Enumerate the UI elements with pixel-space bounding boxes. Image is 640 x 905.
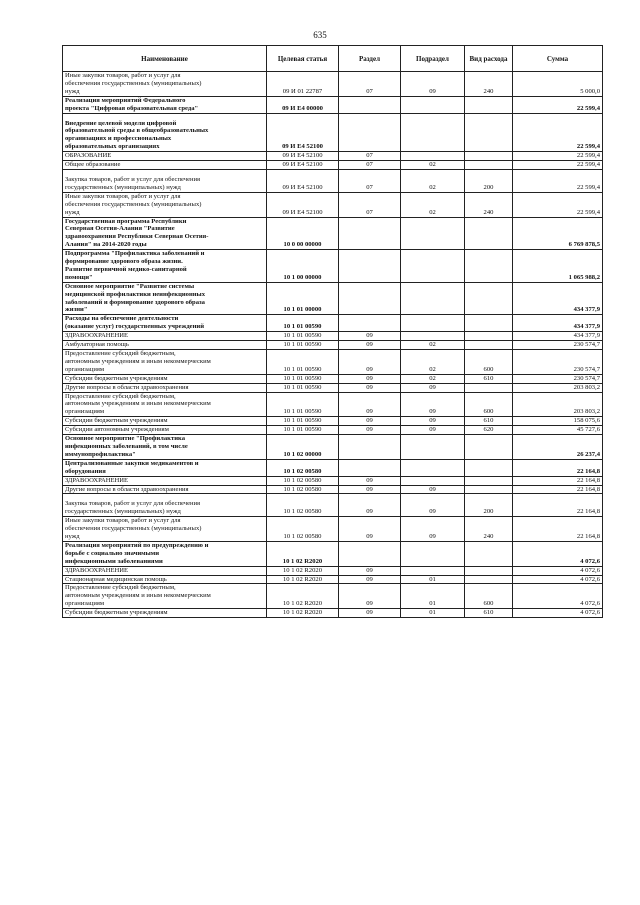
cell-name-line: ОБРАЗОВАНИЕ — [65, 152, 112, 160]
cell-section: 09 — [339, 485, 401, 494]
cell-section: 09 — [339, 392, 401, 417]
cell-name-line: государственных (муниципальных) нужд — [65, 508, 181, 516]
cell-expense-type — [465, 113, 513, 152]
cell-target: 10 1 02 R2020 — [267, 575, 339, 584]
header-subsection: Подраздел — [401, 46, 465, 72]
cell-name — [63, 459, 267, 476]
cell-target: 10 1 02 00580 — [267, 517, 339, 542]
cell-section: 07 — [339, 72, 401, 97]
cell-subsection — [401, 96, 465, 113]
cell-expense-type — [465, 575, 513, 584]
cell-target: 10 1 02 00580 — [267, 476, 339, 485]
table-row — [63, 113, 603, 152]
cell-subsection — [401, 113, 465, 152]
cell-expense-type: 620 — [465, 426, 513, 435]
cell-name — [63, 374, 267, 383]
cell-expense-type — [465, 383, 513, 392]
cell-section: 09 — [339, 350, 401, 375]
cell-target: 10 1 01 00590 — [267, 426, 339, 435]
cell-target: 10 1 00 00000 — [267, 250, 339, 283]
cell-name-line: ЗДРАВООХРАНЕНИЕ — [65, 332, 129, 340]
table-row — [63, 315, 603, 332]
cell-name — [63, 96, 267, 113]
cell-subsection: 09 — [401, 72, 465, 97]
cell-name — [63, 392, 267, 417]
cell-sum: 203 803,2 — [513, 383, 603, 392]
cell-name — [63, 575, 267, 584]
cell-subsection — [401, 435, 465, 460]
table-row — [63, 435, 603, 460]
cell-section: 09 — [339, 609, 401, 618]
table-row — [63, 476, 603, 485]
cell-name — [63, 383, 267, 392]
cell-name — [63, 517, 267, 542]
cell-expense-type — [465, 435, 513, 460]
cell-section: 09 — [339, 417, 401, 426]
cell-name — [63, 435, 267, 460]
cell-sum: 230 574,7 — [513, 350, 603, 375]
cell-sum: 4 072,6 — [513, 584, 603, 609]
cell-sum: 5 000,0 — [513, 72, 603, 97]
cell-name-line: Развитие первичной медико-санитарной — [65, 265, 187, 273]
cell-expense-type — [465, 485, 513, 494]
table-row — [63, 282, 603, 315]
cell-expense-type: 200 — [465, 169, 513, 192]
cell-name-line: инфекционными заболеваниями — [65, 557, 163, 565]
cell-subsection — [401, 250, 465, 283]
cell-name-line: организациям — [65, 600, 105, 608]
cell-name-line: проекта "Цифровая образовательная среда" — [65, 104, 199, 112]
cell-name-line: иммунопрофилактика" — [65, 450, 136, 458]
table-row — [63, 96, 603, 113]
cell-expense-type — [465, 315, 513, 332]
cell-section: 09 — [339, 341, 401, 350]
cell-target: 10 1 01 00590 — [267, 350, 339, 375]
cell-section: 07 — [339, 169, 401, 192]
table-row — [63, 494, 603, 517]
cell-expense-type — [465, 341, 513, 350]
cell-name-line: Иные закупки товаров, работ и услуг для — [65, 517, 181, 525]
cell-subsection — [401, 282, 465, 315]
cell-sum: 45 727,6 — [513, 426, 603, 435]
cell-subsection — [401, 152, 465, 161]
cell-sum: 22 164,8 — [513, 517, 603, 542]
cell-sum: 22 599,4 — [513, 96, 603, 113]
cell-target: 10 1 01 00000 — [267, 282, 339, 315]
table-row — [63, 566, 603, 575]
page-number: 635 — [313, 30, 327, 40]
cell-name-line: государственных (муниципальных) нужд — [65, 183, 181, 191]
cell-section: 09 — [339, 426, 401, 435]
cell-name-line: Северная Осетия-Алания "Развитие — [65, 225, 175, 233]
cell-name-line: Предоставление субсидий бюджетным, — [65, 584, 176, 592]
cell-name-line: заболеваний и формирование здорового образа — [65, 298, 205, 306]
cell-name-line: оборудования — [65, 467, 106, 475]
cell-target: 10 1 01 00590 — [267, 341, 339, 350]
cell-sum: 1 065 988,2 — [513, 250, 603, 283]
cell-subsection: 02 — [401, 341, 465, 350]
cell-subsection: 01 — [401, 575, 465, 584]
table-row — [63, 426, 603, 435]
cell-name — [63, 566, 267, 575]
cell-section: 09 — [339, 494, 401, 517]
cell-name-line: борьбе с социально значимыми — [65, 549, 160, 557]
table-row — [63, 332, 603, 341]
cell-name — [63, 609, 267, 618]
cell-subsection: 09 — [401, 494, 465, 517]
cell-target: 10 1 02 00000 — [267, 435, 339, 460]
cell-name-line: Иные закупки товаров, работ и услуг для — [65, 192, 181, 200]
cell-name — [63, 341, 267, 350]
cell-target: 10 1 02 R2020 — [267, 541, 339, 566]
cell-name — [63, 250, 267, 283]
cell-name-line: Основное мероприятие "Профилактика — [65, 435, 185, 443]
cell-name — [63, 426, 267, 435]
cell-section: 09 — [339, 566, 401, 575]
table-row — [63, 217, 603, 250]
cell-sum: 158 075,6 — [513, 417, 603, 426]
cell-name-line: ЗДРАВООХРАНЕНИЕ — [65, 476, 129, 484]
cell-name-line: обеспечения государственных (муниципальных) — [65, 525, 202, 533]
cell-sum: 22 164,8 — [513, 459, 603, 476]
cell-expense-type — [465, 332, 513, 341]
cell-sum: 22 599,4 — [513, 192, 603, 217]
cell-subsection: 01 — [401, 584, 465, 609]
cell-name-line: Реализация мероприятий Федерального — [65, 96, 186, 104]
header-name: Наименование — [63, 46, 267, 72]
cell-name-line: Основное мероприятие "Развитие системы — [65, 282, 195, 290]
cell-name-line: Другие вопросы в области здравоохранения — [65, 485, 189, 493]
cell-name-line: Внедрение целевой модели цифровой — [65, 119, 177, 127]
cell-section — [339, 217, 401, 250]
cell-section — [339, 459, 401, 476]
cell-name-line: автономным учреждениям и иным некоммерческим — [65, 592, 211, 600]
cell-section — [339, 96, 401, 113]
cell-target: 09 И 01 22787 — [267, 72, 339, 97]
cell-expense-type — [465, 161, 513, 170]
cell-name-line: нужд — [65, 533, 80, 541]
table-row — [63, 72, 603, 97]
cell-name-line: формирование здорового образа жизни. — [65, 258, 183, 266]
cell-section — [339, 541, 401, 566]
cell-name — [63, 192, 267, 217]
cell-target: 09 И E4 00000 — [267, 96, 339, 113]
header-section: Раздел — [339, 46, 401, 72]
header-expense-type: Вид расхода — [465, 46, 513, 72]
cell-expense-type: 600 — [465, 350, 513, 375]
cell-expense-type — [465, 459, 513, 476]
cell-name — [63, 217, 267, 250]
cell-expense-type — [465, 250, 513, 283]
cell-subsection: 02 — [401, 192, 465, 217]
cell-section: 07 — [339, 161, 401, 170]
table-row — [63, 152, 603, 161]
cell-expense-type: 610 — [465, 417, 513, 426]
cell-target: 10 1 01 00590 — [267, 315, 339, 332]
cell-expense-type: 600 — [465, 584, 513, 609]
cell-section: 09 — [339, 575, 401, 584]
cell-section — [339, 315, 401, 332]
cell-expense-type: 200 — [465, 494, 513, 517]
cell-subsection: 09 — [401, 383, 465, 392]
cell-sum: 26 237,4 — [513, 435, 603, 460]
cell-name-line: организациям — [65, 365, 105, 373]
cell-sum: 22 164,8 — [513, 485, 603, 494]
cell-name-line: образовательной среды в общеобразовательных — [65, 127, 209, 135]
cell-name-line: Закупка товаров, работ и услуг для обеспечения — [65, 175, 201, 183]
cell-name-line: Амбулаторная помощь — [65, 341, 129, 349]
cell-name-line: Стационарная медицинская помощь — [65, 575, 167, 583]
cell-subsection: 09 — [401, 417, 465, 426]
cell-sum: 4 072,6 — [513, 541, 603, 566]
cell-name-line: Государственная программа Республики — [65, 217, 187, 225]
cell-section: 09 — [339, 584, 401, 609]
cell-sum: 203 803,2 — [513, 392, 603, 417]
cell-name — [63, 584, 267, 609]
cell-name — [63, 315, 267, 332]
cell-subsection: 09 — [401, 426, 465, 435]
cell-sum: 22 164,8 — [513, 476, 603, 485]
cell-name-line: Расходы на обеспечение деятельности — [65, 315, 179, 323]
cell-name — [63, 485, 267, 494]
cell-name — [63, 282, 267, 315]
cell-name-line: ЗДРАВООХРАНЕНИЕ — [65, 566, 129, 574]
cell-sum: 22 599,4 — [513, 161, 603, 170]
cell-expense-type — [465, 476, 513, 485]
table-row — [63, 517, 603, 542]
cell-expense-type: 610 — [465, 609, 513, 618]
cell-name-line: автономным учреждениям и иным некоммерческим — [65, 357, 211, 365]
cell-sum: 434 377,9 — [513, 282, 603, 315]
cell-target: 10 1 02 R2020 — [267, 609, 339, 618]
cell-target: 09 И E4 52100 — [267, 113, 339, 152]
cell-name-line: нужд — [65, 208, 80, 216]
cell-name-line: инфекционных заболеваний, в том числе — [65, 442, 188, 450]
cell-name-line: Другие вопросы в области здравоохранения — [65, 383, 189, 391]
cell-sum: 22 599,4 — [513, 113, 603, 152]
cell-name-line: Закупка товаров, работ и услуг для обеспечения — [65, 500, 201, 508]
cell-subsection — [401, 459, 465, 476]
cell-name-line: Общее образование — [65, 161, 121, 169]
cell-name — [63, 350, 267, 375]
cell-name — [63, 476, 267, 485]
cell-sum: 230 574,7 — [513, 374, 603, 383]
cell-target: 10 0 00 00000 — [267, 217, 339, 250]
cell-sum: 230 574,7 — [513, 341, 603, 350]
cell-subsection: 02 — [401, 169, 465, 192]
cell-section: 09 — [339, 476, 401, 485]
cell-name-line: Предоставление субсидий бюджетным, — [65, 350, 176, 357]
cell-target: 09 И E4 52100 — [267, 161, 339, 170]
table-body — [63, 72, 603, 618]
header-target: Целевая статья — [267, 46, 339, 72]
cell-section: 09 — [339, 517, 401, 542]
cell-target: 10 1 02 00580 — [267, 485, 339, 494]
cell-target: 10 1 02 R2020 — [267, 566, 339, 575]
cell-name — [63, 541, 267, 566]
cell-expense-type — [465, 282, 513, 315]
cell-section: 09 — [339, 332, 401, 341]
cell-target: 09 И E4 52100 — [267, 152, 339, 161]
cell-target: 10 1 01 00590 — [267, 383, 339, 392]
cell-subsection — [401, 566, 465, 575]
cell-name-line: Субсидии автономным учреждениям — [65, 426, 169, 434]
cell-sum: 4 072,6 — [513, 566, 603, 575]
cell-section — [339, 250, 401, 283]
cell-name-line: Алания" на 2014-2020 годы — [65, 241, 147, 249]
cell-expense-type: 240 — [465, 192, 513, 217]
cell-expense-type: 610 — [465, 374, 513, 383]
cell-name — [63, 72, 267, 97]
cell-expense-type: 240 — [465, 517, 513, 542]
cell-subsection — [401, 217, 465, 250]
cell-target: 10 1 02 00580 — [267, 459, 339, 476]
cell-subsection: 09 — [401, 485, 465, 494]
table-row — [63, 250, 603, 283]
cell-name-line: Подпрограмма "Профилактика заболеваний и — [65, 250, 205, 258]
cell-expense-type: 240 — [465, 72, 513, 97]
cell-name-line: организациях и профессиональных — [65, 135, 172, 143]
cell-subsection — [401, 315, 465, 332]
table-row — [63, 192, 603, 217]
budget-table — [62, 45, 603, 618]
header-sum: Сумма — [513, 46, 603, 72]
cell-target: 10 1 01 00590 — [267, 392, 339, 417]
table-row — [63, 169, 603, 192]
cell-subsection — [401, 332, 465, 341]
cell-target: 10 1 02 R2020 — [267, 584, 339, 609]
cell-subsection: 02 — [401, 374, 465, 383]
cell-section: 07 — [339, 192, 401, 217]
cell-target: 09 И E4 52100 — [267, 169, 339, 192]
cell-name-line: здравоохранения Республики Северная Осетия- — [65, 233, 209, 241]
cell-name-line: нужд — [65, 87, 80, 95]
table-row — [63, 609, 603, 618]
table-row — [63, 459, 603, 476]
cell-subsection: 02 — [401, 350, 465, 375]
cell-expense-type — [465, 96, 513, 113]
table-row — [63, 584, 603, 609]
table-row — [63, 350, 603, 375]
table-row — [63, 392, 603, 417]
cell-name-line: обеспечения государственных (муниципальных) — [65, 200, 202, 208]
cell-sum: 22 599,4 — [513, 152, 603, 161]
cell-sum: 22 599,4 — [513, 169, 603, 192]
cell-section: 09 — [339, 374, 401, 383]
cell-expense-type — [465, 217, 513, 250]
table-row — [63, 341, 603, 350]
cell-subsection: 01 — [401, 609, 465, 618]
cell-sum: 22 164,8 — [513, 494, 603, 517]
table-row — [63, 417, 603, 426]
cell-section — [339, 113, 401, 152]
cell-section: 07 — [339, 152, 401, 161]
cell-expense-type: 600 — [465, 392, 513, 417]
cell-name — [63, 113, 267, 152]
cell-sum: 4 072,6 — [513, 575, 603, 584]
cell-name-line: Реализация мероприятий по предупреждению и — [65, 541, 209, 549]
cell-sum: 434 377,9 — [513, 315, 603, 332]
table-row — [63, 541, 603, 566]
cell-name — [63, 152, 267, 161]
table-row — [63, 374, 603, 383]
table-header-row — [63, 46, 603, 72]
cell-name — [63, 494, 267, 517]
cell-target: 09 И E4 52100 — [267, 192, 339, 217]
cell-subsection: 02 — [401, 161, 465, 170]
cell-section: 09 — [339, 383, 401, 392]
cell-expense-type — [465, 152, 513, 161]
cell-section — [339, 282, 401, 315]
cell-name-line: организациям — [65, 408, 105, 416]
cell-name-line: Централизованные закупки медикаментов и — [65, 459, 199, 467]
cell-name — [63, 417, 267, 426]
cell-sum: 6 769 878,5 — [513, 217, 603, 250]
cell-name-line: жизни" — [65, 306, 88, 314]
cell-subsection — [401, 476, 465, 485]
cell-name — [63, 169, 267, 192]
cell-name — [63, 332, 267, 341]
cell-name-line: Субсидии бюджетным учреждениям — [65, 374, 168, 382]
table-row — [63, 575, 603, 584]
cell-subsection: 09 — [401, 392, 465, 417]
cell-name-line: Субсидии бюджетным учреждениям — [65, 417, 168, 425]
cell-section — [339, 435, 401, 460]
cell-target: 10 1 01 00590 — [267, 374, 339, 383]
cell-name-line: образовательных организациях — [65, 143, 160, 151]
cell-name-line: Субсидии бюджетным учреждениям — [65, 609, 168, 617]
cell-name-line: помощи" — [65, 273, 93, 281]
cell-target: 10 1 01 00590 — [267, 417, 339, 426]
cell-expense-type — [465, 541, 513, 566]
cell-name-line: медицинской профилактики неинфекционных — [65, 290, 206, 298]
cell-name-line: (оказание услуг) государственных учреждений — [65, 323, 205, 331]
table-row — [63, 485, 603, 494]
cell-name-line: Иные закупки товаров, работ и услуг для — [65, 72, 181, 79]
cell-target: 10 1 02 00580 — [267, 494, 339, 517]
cell-subsection: 09 — [401, 517, 465, 542]
cell-subsection — [401, 541, 465, 566]
cell-expense-type — [465, 566, 513, 575]
table-row — [63, 383, 603, 392]
cell-name — [63, 161, 267, 170]
cell-name-line: Предоставление субсидий бюджетным, — [65, 392, 176, 400]
cell-sum: 434 377,9 — [513, 332, 603, 341]
cell-target: 10 1 01 00590 — [267, 332, 339, 341]
table-row — [63, 161, 603, 170]
cell-name-line: обеспечения государственных (муниципальных) — [65, 79, 202, 87]
cell-sum: 4 072,6 — [513, 609, 603, 618]
cell-name-line: автономным учреждениям и иным некоммерческим — [65, 400, 211, 408]
